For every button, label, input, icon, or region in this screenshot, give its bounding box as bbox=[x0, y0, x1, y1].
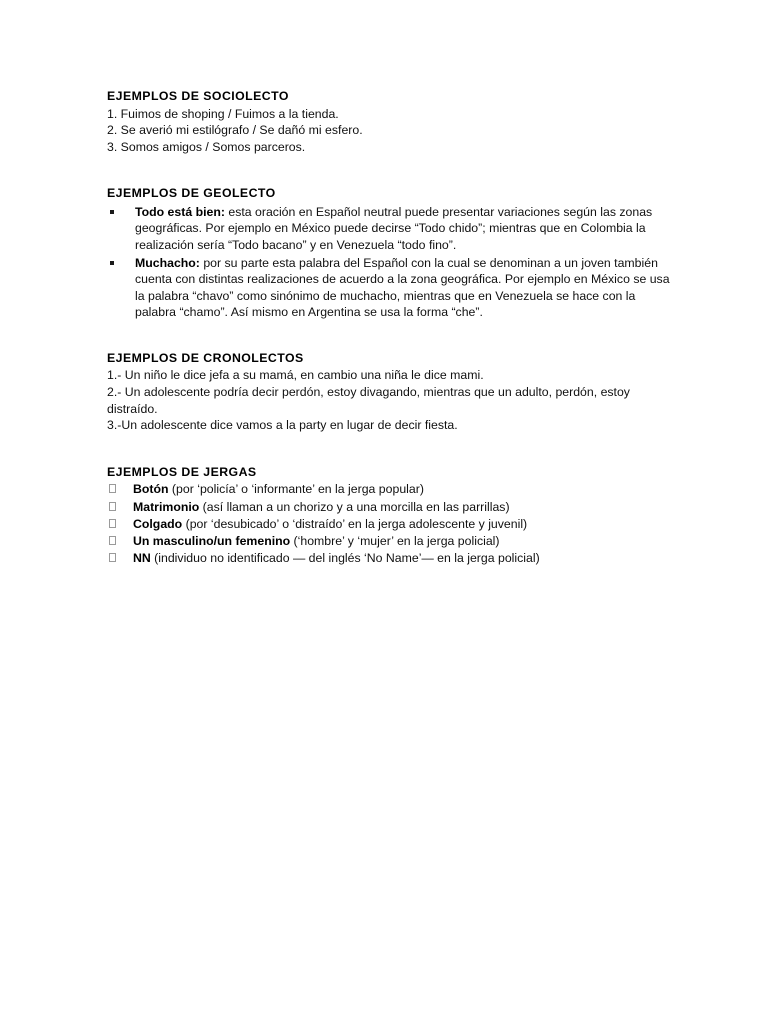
square-bullet-icon bbox=[110, 210, 114, 214]
jerga-term: Un masculino/un femenino bbox=[133, 533, 291, 548]
geolecto-list-item bbox=[107, 255, 677, 321]
section-jergas bbox=[107, 464, 677, 568]
square-bullet-icon bbox=[110, 261, 114, 265]
jerga-term: Colgado bbox=[133, 516, 183, 531]
sociolecto-item-1: 1. Fuimos de shoping / Fuimos a la tienda. bbox=[107, 106, 339, 121]
section-geolecto bbox=[107, 185, 677, 321]
jerga-description: (‘hombre’ y ‘mujer’ en la jerga policial) bbox=[290, 533, 500, 548]
sociolecto-item-3: 3. Somos amigos / Somos parceros. bbox=[107, 139, 306, 154]
cronolectos-item-1: 1.- Un niño le dice jefa a su mamá, en cambio una niña le dice mami. bbox=[107, 368, 484, 383]
cronolectos-item-2: 2.- Un adolescente podría decir perdón, estoy divagando, mientras que un adulto, perdón, estoy distraído. bbox=[107, 385, 630, 416]
box-bullet-icon bbox=[109, 519, 116, 528]
jerga-description: (por ‘desubicado’ o ‘distraído’ en la jerga adolescente y juvenil) bbox=[182, 516, 528, 531]
sociolecto-item-2: 2. Se averió mi estilógrafo / Se dañó mi esfero. bbox=[107, 123, 363, 138]
jerga-description: (así llaman a un chorizo y a una morcilla en las parrillas) bbox=[199, 499, 510, 514]
geolecto-description: por su parte esta palabra del Español con la cual se denominan a un joven también cuenta con distintas realizaciones de acuerdo a la zona geográfica. Por ejemplo en México se usa la palabra “chavo” como sinónimo de muchacho, mientras que en Venezuela se hace con la palabra “chamo”. Así mismo en Argentina se usa la forma “che”. bbox=[135, 255, 670, 320]
geolecto-list bbox=[107, 204, 677, 321]
box-bullet-icon bbox=[109, 502, 116, 511]
jerga-description: (individuo no identificado — del inglés ‘No Name’— en la jerga policial) bbox=[150, 551, 540, 566]
section-cronolectos bbox=[107, 350, 677, 434]
jergas-list-item bbox=[107, 516, 677, 533]
cronolectos-item-3: 3.-Un adolescente dice vamos a la party en lugar de decir fiesta. bbox=[107, 418, 458, 433]
geolecto-term: Todo está bien: bbox=[135, 204, 225, 219]
section-heading-jergas: EJEMPLOS DE JERGAS bbox=[107, 464, 257, 479]
jergas-list-item bbox=[107, 481, 677, 498]
section-heading-geolecto: EJEMPLOS DE GEOLECTO bbox=[107, 186, 276, 201]
geolecto-description: esta oración en Español neutral puede presentar variaciones según las zonas geográficas. Por ejemplo en México puede decirse “Todo chido”; mientras que en Colombia la realización sería “Todo bacano” y en Venezuela “todo fino”. bbox=[135, 204, 653, 252]
jerga-term: Matrimonio bbox=[133, 499, 200, 514]
box-bullet-icon bbox=[109, 536, 116, 545]
document-body bbox=[107, 88, 677, 567]
jergas-list-item bbox=[107, 499, 677, 516]
section-sociolecto bbox=[107, 88, 677, 155]
box-bullet-icon bbox=[109, 484, 116, 493]
jergas-list bbox=[107, 481, 677, 567]
jerga-description: (por ‘policía’ o ‘informante’ en la jerga popular) bbox=[168, 482, 424, 497]
jerga-term: Botón bbox=[133, 482, 169, 497]
jerga-term: NN bbox=[133, 551, 151, 566]
geolecto-list-item bbox=[107, 204, 677, 254]
jergas-list-item bbox=[107, 533, 677, 550]
geolecto-term: Muchacho: bbox=[135, 255, 200, 270]
jergas-list-item bbox=[107, 550, 677, 567]
section-heading-cronolectos: EJEMPLOS DE CRONOLECTOS bbox=[107, 350, 304, 365]
box-bullet-icon bbox=[109, 553, 116, 562]
section-heading-sociolecto: EJEMPLOS DE SOCIOLECTO bbox=[107, 89, 289, 103]
